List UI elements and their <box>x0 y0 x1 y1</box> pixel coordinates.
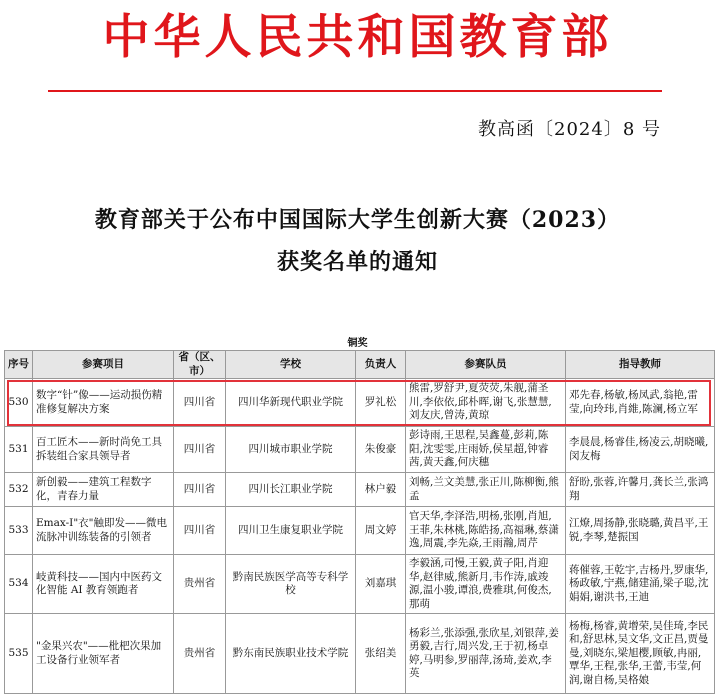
col-header-members: 参赛队员 <box>406 351 566 379</box>
cell-members: 杨彩兰,张添强,张欣星,刘银萍,姜勇毅,吉行,周兴发,王于初,杨卓婷,马明参,罗丽萍,汤琦,姜欢,李英 <box>406 614 566 694</box>
cell-members: 彭诗雨,王思程,吴鑫蔓,彭莉,陈阳,沈雯雯,庄雨娇,侯星超,钟睿茜,黄天鑫,何庆穗 <box>406 427 566 473</box>
table-row <box>5 379 715 427</box>
table-caption: 铜奖 <box>347 338 368 349</box>
cell-leader: 刘嘉琪 <box>356 555 406 614</box>
cell-members: 官天华,李泽浩,明杨,张刚,肖旭,王菲,朱林桃,陈皓扬,高福琳,蔡潇逸,周震,李先焱,王雨瀚,周芹 <box>406 507 566 555</box>
cell-members: 熊雷,罗舒尹,夏荧荧,朱舰,蒲圣川,李依依,邱朴晖,谢飞,张慧慧,刘友庆,曾涛,黄琼 <box>406 379 566 427</box>
masthead: 中华人民共和国教育部 <box>102 10 613 65</box>
cell-teachers: 蒋催蓉,王乾宇,吉杨丹,罗康华,杨政敏,宁燕,储建涌,梁子聪,沈娟娟,谢洪书,王迪 <box>566 555 715 614</box>
notice-title-line2: 获奖名单的通知 <box>276 249 438 275</box>
cell-members: 李毅涵,司慢,王毅,黄子阳,肖迎华,赵律威,熊新月,韦作涛,戚竣源,温小骏,谭浪,费雅琪,何俊杰,那萌 <box>406 555 566 614</box>
table-row <box>5 473 715 507</box>
cell-province: 四川省 <box>174 473 226 507</box>
table-header-row <box>5 351 715 379</box>
cell-no: 534 <box>5 555 33 614</box>
red-divider <box>48 90 662 92</box>
cell-province: 四川省 <box>174 427 226 473</box>
cell-school: 黔南民族医学高等专科学校 <box>226 555 356 614</box>
table-row <box>5 427 715 473</box>
cell-project: 数字“针”像——运动损伤精准修复解决方案 <box>33 379 174 427</box>
notice-title-line1: 教育部关于公布中国国际大学生创新大赛（2023） <box>94 207 621 233</box>
col-header-no: 序号 <box>5 351 33 379</box>
cell-no: 535 <box>5 614 33 694</box>
cell-no: 532 <box>5 473 33 507</box>
cell-no: 530 <box>5 379 33 427</box>
cell-leader: 罗礼松 <box>356 379 406 427</box>
cell-school: 四川卫生康复职业学院 <box>226 507 356 555</box>
cell-school: 黔东南民族职业技术学院 <box>226 614 356 694</box>
cell-leader: 林户毅 <box>356 473 406 507</box>
cell-project: "金果兴农"——枇杷次果加工设备行业领军者 <box>33 614 174 694</box>
col-header-school: 学校 <box>226 351 356 379</box>
col-header-province: 省（区、市） <box>174 351 226 379</box>
cell-province: 贵州省 <box>174 614 226 694</box>
cell-province: 四川省 <box>174 507 226 555</box>
cell-project: 岐黄科技——国内中医药文化智能 AI 教育领跑者 <box>33 555 174 614</box>
col-header-leader: 负责人 <box>356 351 406 379</box>
cell-no: 531 <box>5 427 33 473</box>
cell-teachers: 江燎,周扬静,张晓璐,黄昌平,王锐,李琴,楚振国 <box>566 507 715 555</box>
cell-project: Emax-I"衣"触即发——微电流脉冲训练装备的引领者 <box>33 507 174 555</box>
award-table <box>4 350 715 694</box>
cell-project: 新创毅——建筑工程数字化，青春力量 <box>33 473 174 507</box>
table-row <box>5 507 715 555</box>
cell-teachers: 杨梅,杨睿,黄增荣,吴佳琦,李民和,舒思林,吴文华,文正昌,贾曼曼,刘晓东,梁旭樱,顾敏,冉丽,覃华,王程,张华,王蕾,韦莹,何润,谢自杨,吴格娘 <box>566 614 715 694</box>
cell-members: 刘畅,兰文美慧,张正川,陈柳衡,熊孟 <box>406 473 566 507</box>
cell-teachers: 邓先春,杨敏,杨凤武,翁艳,雷莹,向玲玮,肖維,陈澜,杨立军 <box>566 379 715 427</box>
cell-leader: 朱俊豪 <box>356 427 406 473</box>
col-header-teachers: 指导教师 <box>566 351 715 379</box>
cell-province: 四川省 <box>174 379 226 427</box>
cell-leader: 张绍美 <box>356 614 406 694</box>
cell-project: 百工匠木——新时尚免工具拆装组合家具领导者 <box>33 427 174 473</box>
cell-school: 四川城市职业学院 <box>226 427 356 473</box>
col-header-project: 参赛项目 <box>33 351 174 379</box>
cell-school: 四川华新现代职业学院 <box>226 379 356 427</box>
cell-teachers: 李晨晨,杨睿佳,杨凌云,胡晓曦,闵友梅 <box>566 427 715 473</box>
cell-leader: 周文婷 <box>356 507 406 555</box>
cell-province: 贵州省 <box>174 555 226 614</box>
document-number: 教高函〔2024〕8 号 <box>478 119 661 140</box>
table-row <box>5 614 715 694</box>
cell-no: 533 <box>5 507 33 555</box>
cell-teachers: 舒盼,张蓉,许馨月,龚长兰,张鸿翔 <box>566 473 715 507</box>
cell-school: 四川长江职业学院 <box>226 473 356 507</box>
table-row <box>5 555 715 614</box>
